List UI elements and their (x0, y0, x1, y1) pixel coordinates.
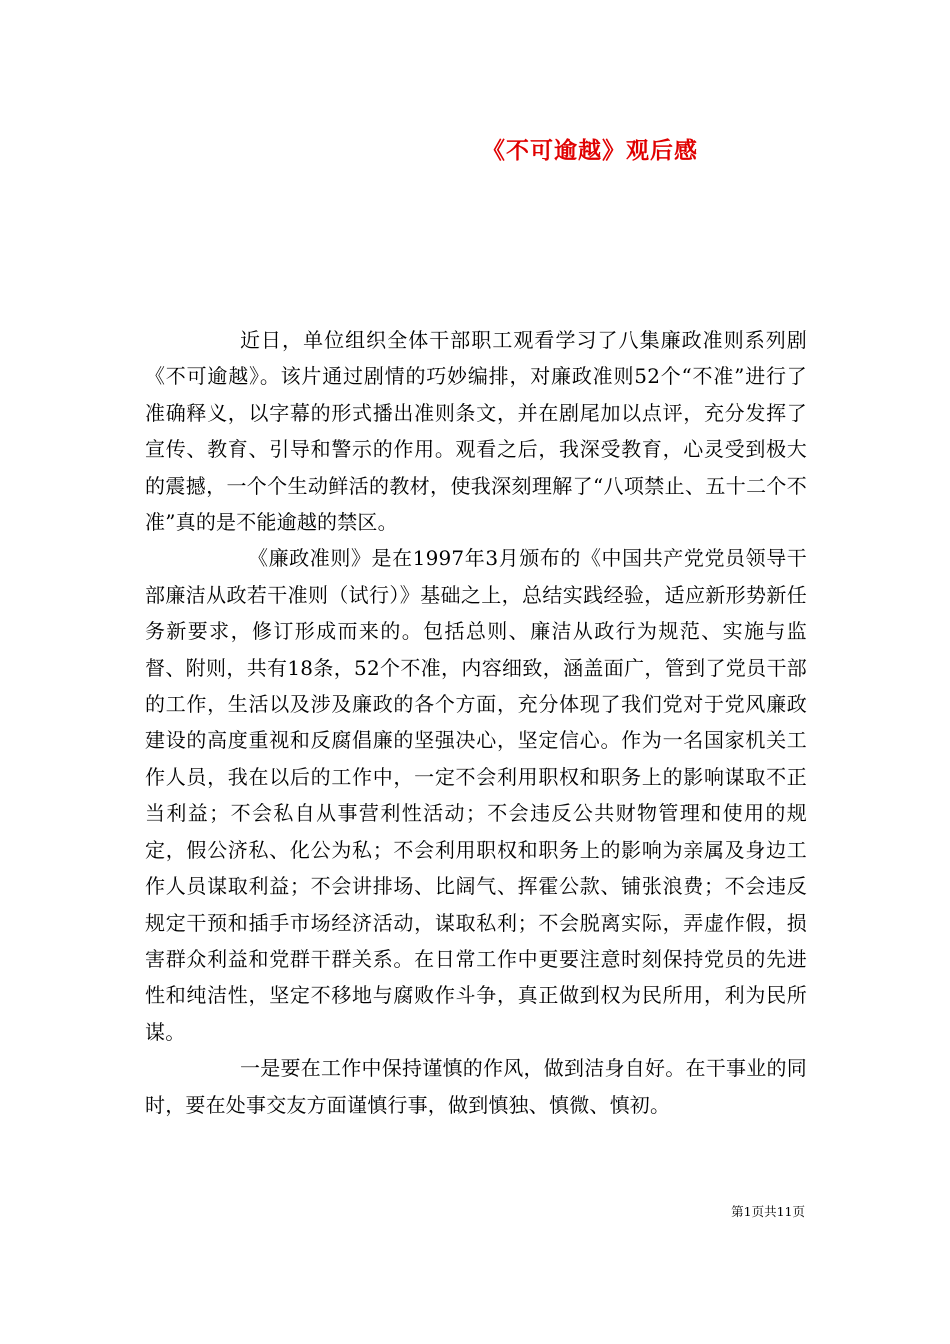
paragraph-2: 《廉政准则》是在1997年3月颁布的《中国共产党党员领导干部廉洁从政若干准则（试行）》基础之上，总结实践经验，适应新形势新任务新要求，修订形成而来的。包括总则、廉洁从政行为规范、实施与监督、附则，共有18条，52个不准，内容细致，涵盖面广，管到了党员干部的工作，生活以及涉及廉政的各个方面，充分体现了我们党对于党风廉政建设的高度重视和反腐倡廉的坚强决心，坚定信心。作为一名国家机关工作人员，我在以后的工作中，一定不会利用职权和职务上的影响谋取不正当利益；不会私自从事营利性活动；不会违反公共财物管理和使用的规定，假公济私、化公为私；不会利用职权和职务上的影响为亲属及身边工作人员谋取利益；不会讲排场、比阔气、挥霍公款、铺张浪费；不会违反规定干预和插手市场经济活动，谋取私利；不会脱离实际，弄虚作假，损害群众利益和党群干群关系。在日常工作中更要注意时刻保持党员的先进性和纯洁性，坚定不移地与腐败作斗争，真正做到权为民所用，利为民所谋。 (145, 546, 807, 1044)
document-body (145, 322, 807, 1123)
paragraph-3: 一是要在工作中保持谨慎的作风，做到洁身自好。在干事业的同时，要在处事交友方面谨慎行事，做到慎独、慎微、慎初。 (145, 1056, 807, 1117)
page-number-footer: 第1页共11页 (731, 1204, 805, 1219)
document-title: 《不可逾越》观后感 (482, 137, 698, 164)
paragraph-1: 近日，单位组织全体干部职工观看学习了八集廉政准则系列剧《不可逾越》。该片通过剧情的巧妙编排，对廉政准则52个“不准”进行了准确释义，以字幕的形式播出准则条文，并在剧尾加以点评，充分发挥了宣传、教育、引导和警示的作用。观看之后，我深受教育，心灵受到极大的震撼，一个个生动鲜活的教材，使我深刻理解了“八项禁止、五十二个不准”真的是不能逾越的禁区。 (145, 328, 807, 535)
